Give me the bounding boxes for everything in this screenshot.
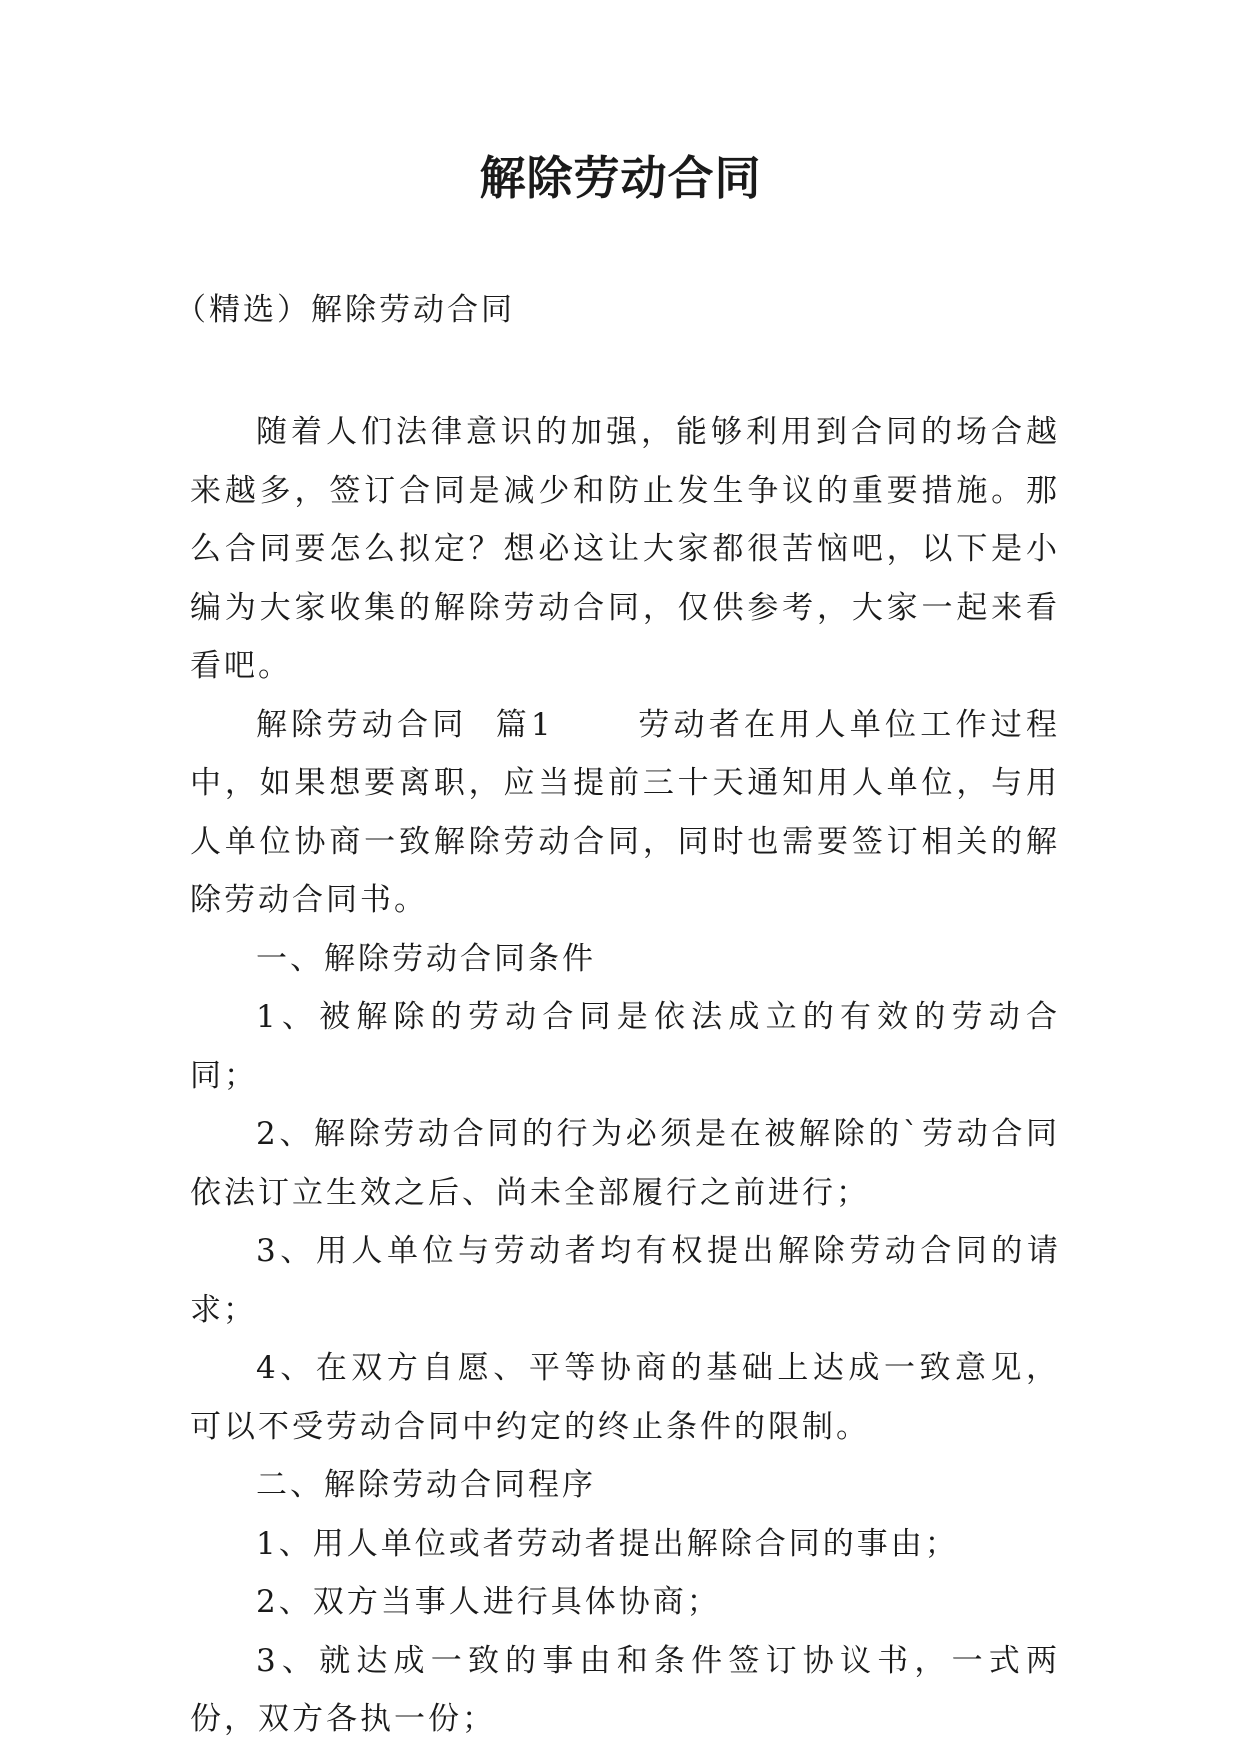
document-subtitle: （精选）解除劳动合同 <box>175 292 515 328</box>
list-item-procedure-2: 2、双方当事人进行具体协商； <box>256 1584 721 1620</box>
list-item-procedure-3: 3、就达成一致的事由和条件签订协议书，一式两份，双方各执一份； <box>190 1642 1060 1737</box>
heading-procedure: 二、解除劳动合同程序 <box>256 1467 596 1503</box>
document-body <box>190 403 1060 1749</box>
paragraph-section-1: 解除劳动合同 篇1 劳动者在用人单位工作过程中，如果想要离职，应当提前三十天通知用人单位，与用人单位协商一致解除劳动合同，同时也需要签订相关的解除劳动合同书。 <box>190 706 1060 918</box>
list-item-condition-2: 2、解除劳动合同的行为必须是在被解除的`劳动合同依法订立生效之后、尚未全部履行之前进行； <box>190 1116 1060 1211</box>
list-item-condition-1: 1、被解除的劳动合同是依法成立的有效的劳动合同； <box>190 999 1060 1094</box>
list-item-condition-4: 4、在双方自愿、平等协商的基础上达成一致意见，可以不受劳动合同中约定的终止条件的限制。 <box>190 1350 1060 1445</box>
paragraph-intro: 随着人们法律意识的加强，能够利用到合同的场合越来越多，签订合同是减少和防止发生争议的重要措施。那么合同要怎么拟定？想必这让大家都很苦恼吧，以下是小编为大家收集的解除劳动合同，仅供参考，大家一起来看看吧。 <box>190 414 1060 684</box>
document-title: 解除劳动合同 <box>479 151 762 205</box>
list-item-condition-3: 3、用人单位与劳动者均有权提出解除劳动合同的请求； <box>190 1233 1060 1328</box>
list-item-procedure-1: 1、用人单位或者劳动者提出解除合同的事由； <box>256 1525 959 1562</box>
heading-conditions: 一、解除劳动合同条件 <box>256 940 596 977</box>
